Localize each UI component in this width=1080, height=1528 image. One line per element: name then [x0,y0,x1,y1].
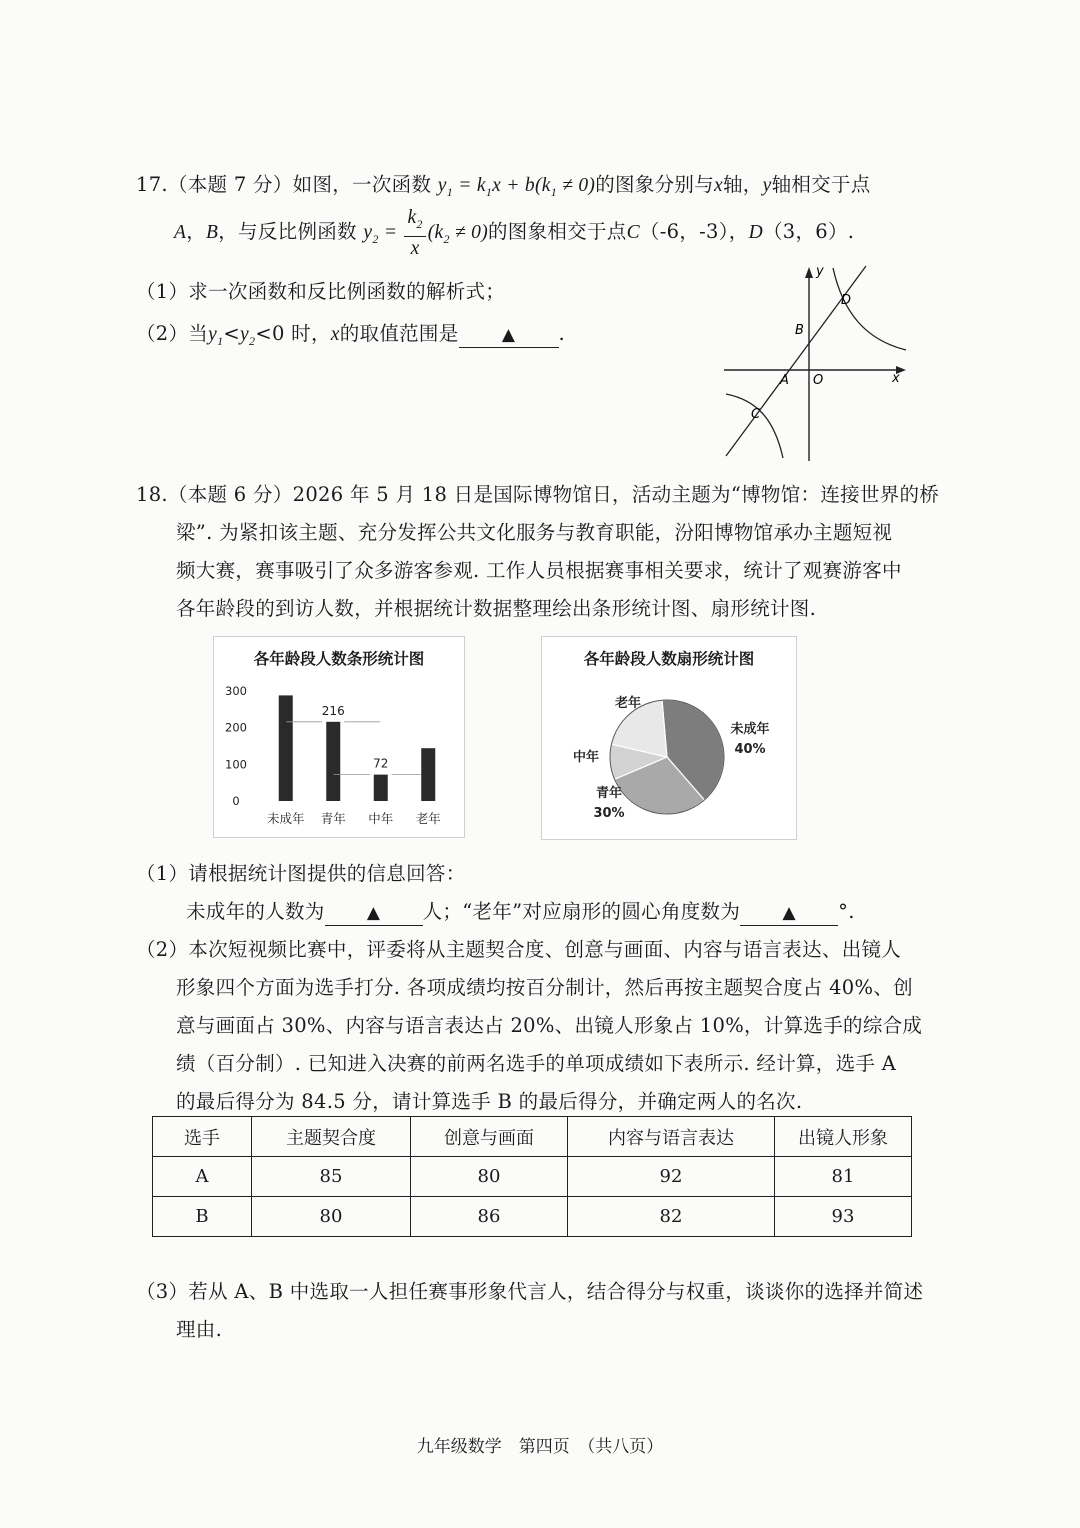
label-y: y [816,264,824,279]
table-cell: 93 [775,1197,912,1237]
label-c: C [751,407,761,422]
q17-score: （本题 7 分） [167,173,293,196]
q18-part-1: 未成年的人数为 ▲ 人；“老年”对应扇形的圆心角度数为 ▲ °. [186,898,855,926]
y-tick-label: 300 [225,684,247,698]
page-footer: 九年级数学 第四页 （共八页） [416,1437,664,1457]
table-header-row [153,1117,912,1157]
table-header: 出镜人形象 [775,1117,912,1157]
slice-percent-label: 40% [734,742,766,757]
answer-blank-angle[interactable]: ▲ [740,900,838,926]
q18-part-2-line-2: 形象四个方面为选手打分. 各项成绩均按百分制计，然后再按主题契合度占 40%、创 [176,976,913,999]
q18-part-1-title: （1）请根据统计图提供的信息回答： [136,862,466,885]
table-header: 主题契合度 [252,1117,411,1157]
slice-percent-label: 30% [593,806,625,821]
bar [326,722,340,801]
label-o: O [813,373,824,388]
q18-part-2-line-3: 意与画面占 30%、内容与语言表达占 20%、出镜人形象占 10%，计算选手的综合成 [176,1014,923,1037]
bar-chart [214,637,464,837]
x-tick-label: 青年 [320,811,346,826]
y-tick-label: 200 [225,720,247,735]
q18-part-3-line-1: （3）若从 A、B 中选取一人担任赛事形象代言人，结合得分与权重，谈谈你的选择并简述 [136,1280,924,1303]
coordinate-graph [716,258,916,463]
bar-chart-panel [213,636,465,838]
table-header: 创意与画面 [411,1117,568,1157]
table-cell: A [153,1157,252,1197]
q17-text: 的图象分别与 [595,173,715,196]
q18-line-2: 梁”. 为紧扣该主题、充分发挥公共文化服务与教育职能，汾阳博物馆承办主题短视 [176,521,893,544]
table-cell: B [153,1197,252,1237]
answer-blank[interactable]: ▲ [459,322,559,348]
formula-y1: $y_1 = k_1x + b(k_1 \ne 0)$ [437,175,596,199]
q17-line-1 [136,171,871,206]
var-y: y [762,175,772,196]
q17-text: 轴， [723,173,763,196]
slice-label: 中年 [572,750,600,765]
q17-text: 轴相交于点 [771,173,871,196]
q17-part-2: （2）当$y_1<y_2<0$ 时，x的取值范围是 ▲ . [136,322,566,348]
point-a-text: A [174,222,187,243]
q18-part-2-line-4: 绩（百分制）. 已知进入决赛的前两名选手的单项成绩如下表所示. 经计算，选手 A [176,1052,897,1075]
x-tick-label: 中年 [368,811,394,826]
q18-line-1: 18.（本题 6 分）2026 年 5 月 18 日是国际博物馆日，活动主题为“博物馆：连接世界的桥 [136,483,940,506]
table-cell: 80 [411,1157,568,1197]
fraction-k2-over-x: $\frac{k_2}{x}$ [404,206,425,261]
var-x: x [714,175,723,196]
q17-number: 17. [136,173,168,196]
y-axis-arrow [805,267,813,278]
y-tick-label: 0 [232,794,240,808]
label-a: A [780,373,789,388]
q18-part-2-line-5: 的最后得分为 84.5 分，请计算选手 B 的最后得分，并确定两人的名次. [176,1090,803,1113]
table-cell: 82 [568,1197,775,1237]
y-tick-label: 100 [225,757,247,772]
q17-text: 如图，一次函数 [292,173,432,196]
table-row [153,1197,912,1237]
x-tick-label: 老年 [415,811,441,826]
q18-part-3-line-2: 理由. [176,1318,223,1341]
q18-line-4: 各年龄段的到访人数，并根据统计数据整理绘出条形统计图、扇形统计图. [176,597,817,620]
table-header: 内容与语言表达 [568,1117,775,1157]
hyperbola-branch-lower [726,394,783,458]
bar [374,775,388,801]
scores-table [152,1116,912,1237]
hyperbola-branch-upper [833,268,906,350]
label-b: B [795,323,804,338]
table-cell: 92 [568,1157,775,1197]
data-label: 216 [321,703,345,718]
x-tick-label: 未成年 [266,811,305,826]
q17-text: 的图象相交于点 [488,220,627,243]
table-cell: 86 [411,1197,568,1237]
bar [279,695,293,801]
label-d: D [841,293,852,308]
point-c-text: C [626,222,640,243]
pie-chart-title: 各年龄段人数扇形统计图 [583,650,755,668]
label-x: x [892,371,900,386]
q18-line-3: 频大赛，赛事吸引了众多游客参观. 工作人员根据赛事相关要求，统计了观赛游客中 [176,559,902,582]
data-label: 72 [373,756,389,771]
formula-y2: $y_2$ = $\frac{k_2}{x}$ $(k_2 \ne 0)$ [363,207,488,259]
slice-label: 青年 [595,786,623,801]
bar [421,748,435,801]
pie-chart [542,637,796,839]
point-b-text: B [206,222,219,243]
pie-chart-panel [541,636,797,840]
q17-part-1: （1）求一次函数和反比例函数的解析式； [136,280,506,303]
table-header: 选手 [153,1117,252,1157]
slice-label: 未成年 [730,722,770,737]
bar-chart-title: 各年龄段人数条形统计图 [253,650,425,668]
q17-line-2: A，B，与反比例函数 $y_2$ = $\frac{k_2}{x}$ $(k_2 \ne 0)$的图象相交于点C（-6，-3），D（3，6）. [174,207,855,259]
table-row [153,1157,912,1197]
answer-blank-minors[interactable]: ▲ [325,900,423,926]
table-cell: 81 [775,1157,912,1197]
table-cell: 85 [252,1157,411,1197]
q18-part-2-line-1: （2）本次短视频比赛中，评委将从主题契合度、创意与画面、内容与语言表达、出镜人 [136,938,902,961]
point-d-text: D [748,222,763,243]
q17-text: ，与反比例函数 [218,220,357,243]
slice-label: 老年 [614,696,642,711]
table-cell: 80 [252,1197,411,1237]
